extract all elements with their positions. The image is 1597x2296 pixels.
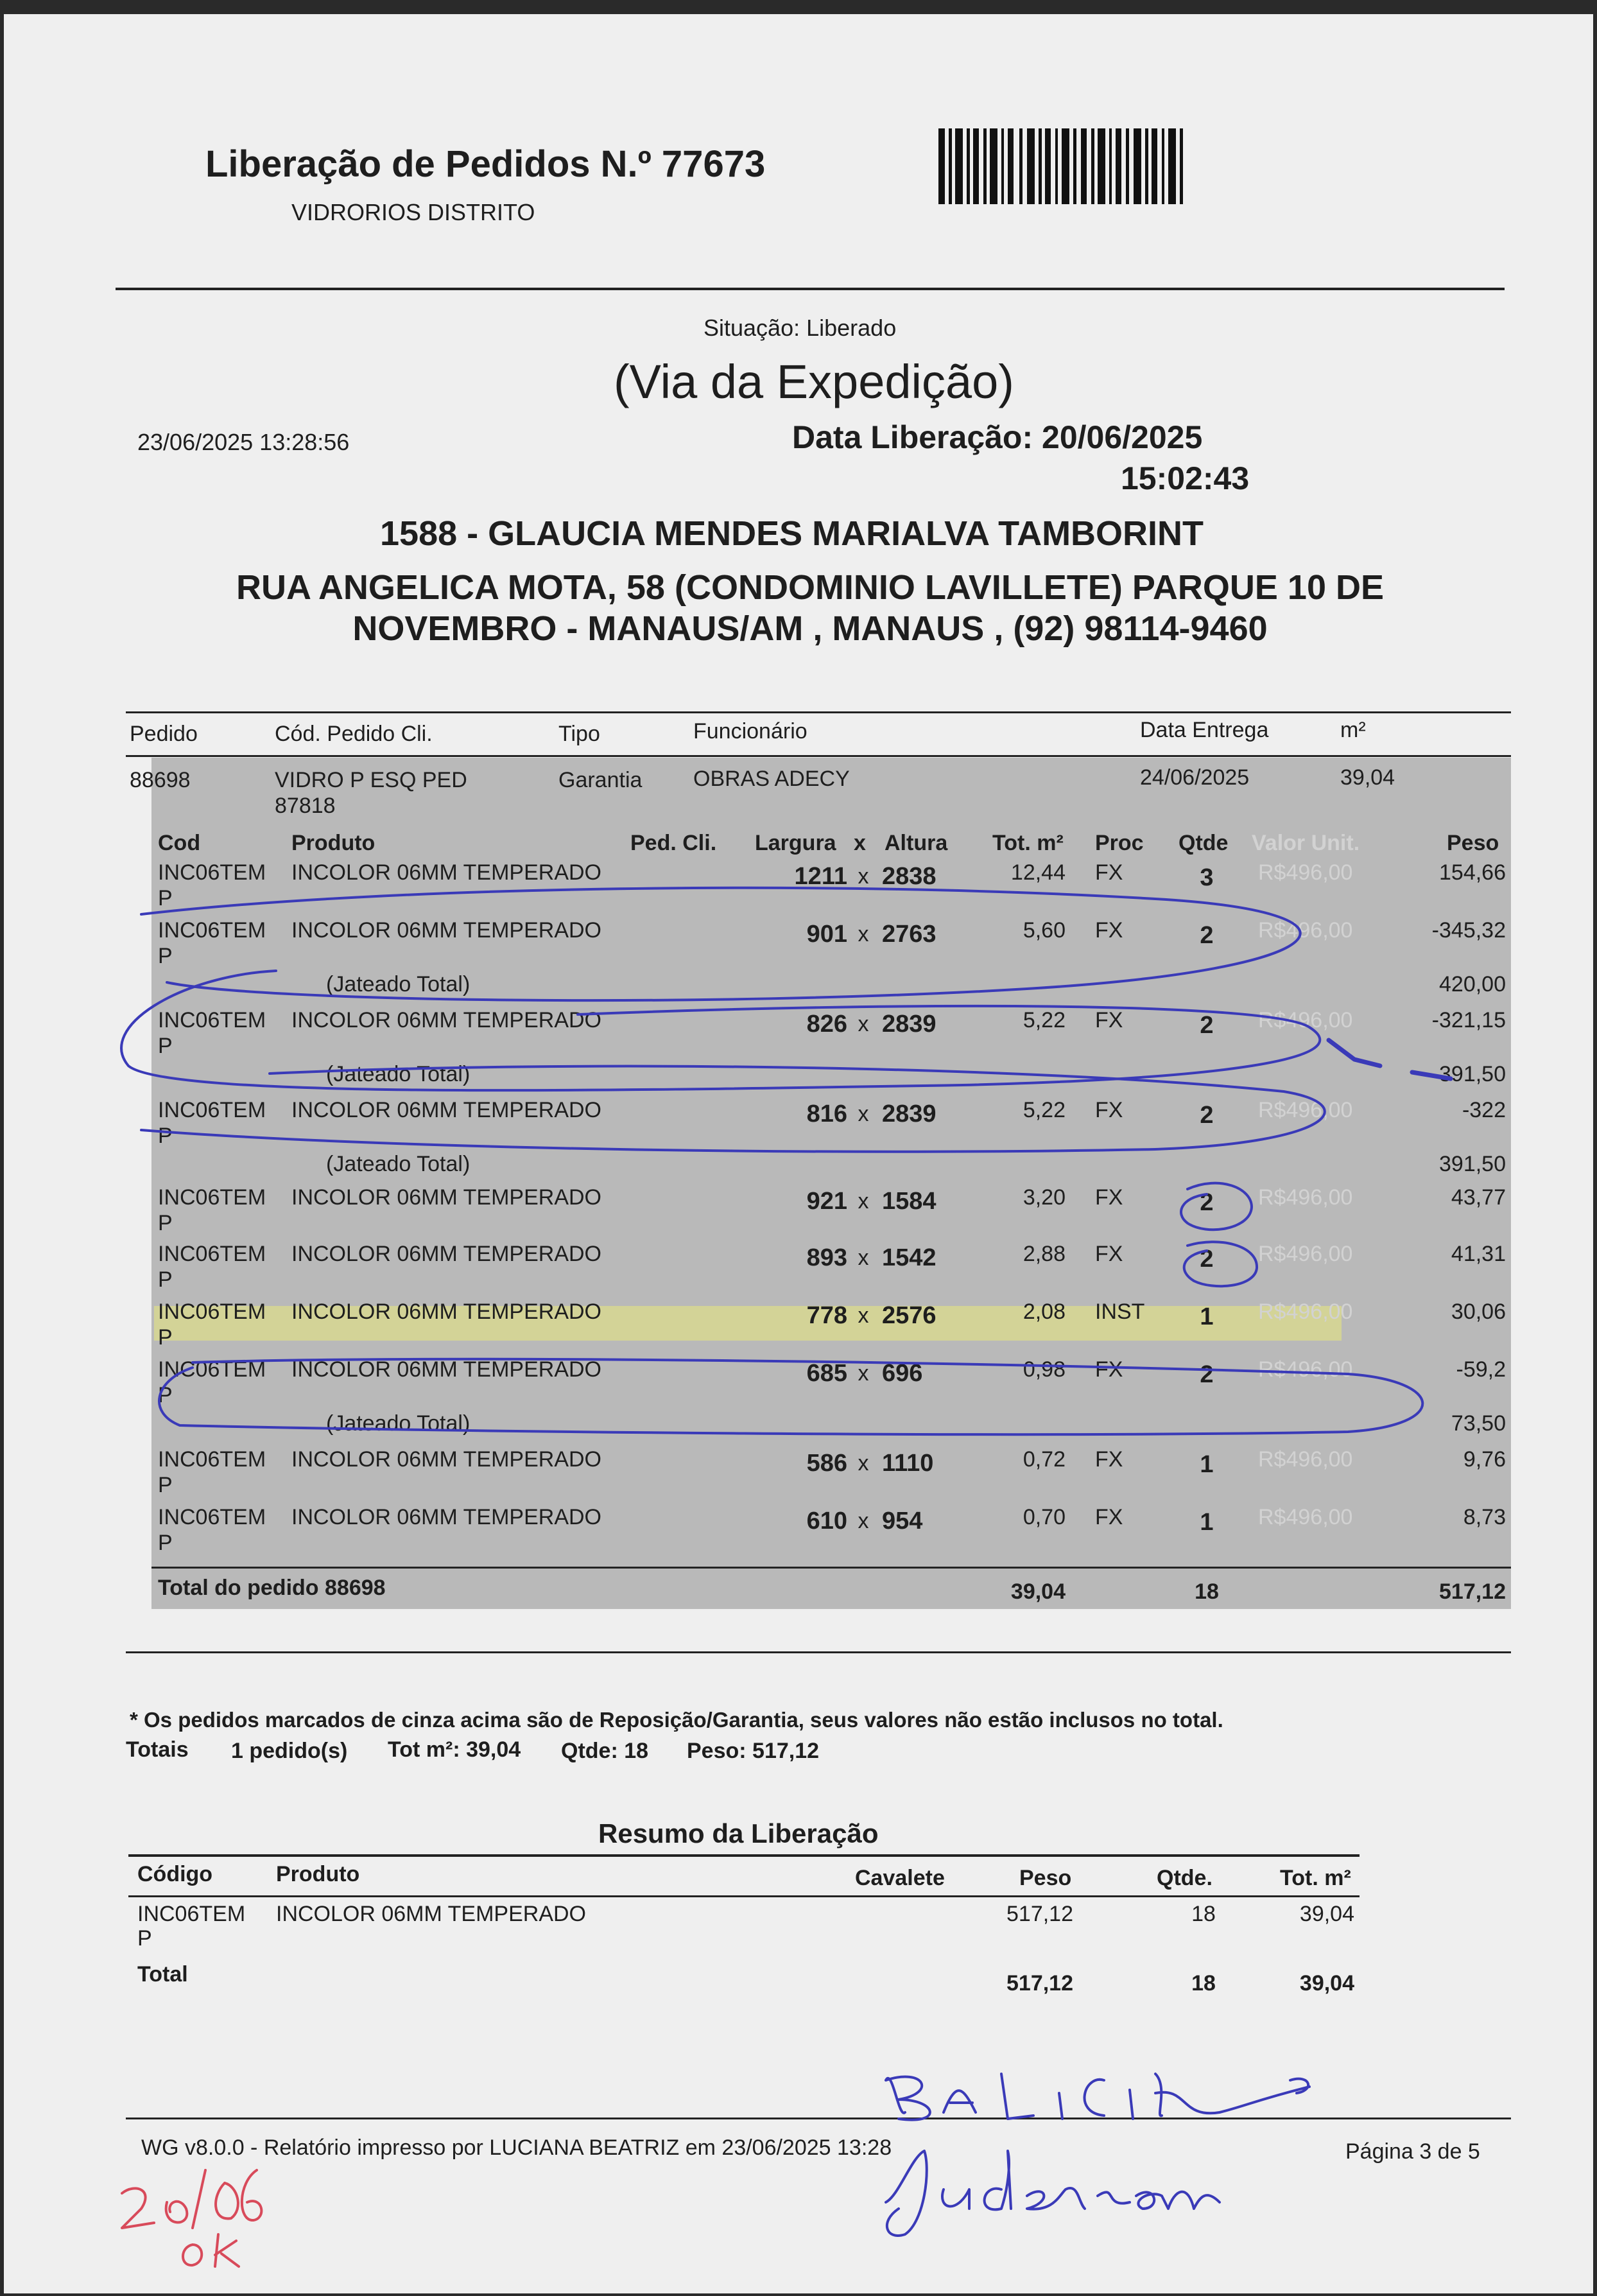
items-col-tot-m2: Tot. m² <box>992 831 1064 855</box>
order-cod-cli-1: VIDRO P ESQ PED <box>275 768 467 792</box>
item-cod2: P <box>158 886 173 910</box>
item-sub-label: (Jateado Total) <box>326 972 470 996</box>
item-largura: 816 <box>806 1100 847 1127</box>
item-sub-label: (Jateado Total) <box>326 1062 470 1086</box>
item-altura: 2576 <box>882 1302 937 1329</box>
items-col-produto: Produto <box>291 831 376 855</box>
item-valor: R$496,00 <box>1258 860 1353 885</box>
item-produto: INCOLOR 06MM TEMPERADO <box>291 1447 602 1472</box>
item-peso: 9,76 <box>1463 1447 1506 1472</box>
summary-col-tot-m2: Tot. m² <box>1280 1866 1351 1890</box>
item-proc: FX <box>1095 1505 1123 1529</box>
item-largura: 901 <box>806 921 847 948</box>
items-col-altura: Altura <box>885 831 948 855</box>
order-tipo: Garantia <box>558 768 643 792</box>
item-cod1: INC06TEM <box>158 1300 266 1324</box>
col-header-tipo: Tipo <box>558 722 600 746</box>
summary-col-cavalete: Cavalete <box>855 1866 945 1890</box>
item-valor: R$496,00 <box>1258 1447 1353 1472</box>
items-col-peso: Peso <box>1447 831 1499 855</box>
item-cod1: INC06TEM <box>158 1357 266 1382</box>
printed-by: WG v8.0.0 - Relatório impresso por LUCIANA BEATRIZ em 23/06/2025 13:28 <box>141 2135 892 2160</box>
items-col-ped-cli: Ped. Cli. <box>630 831 717 855</box>
item-produto: INCOLOR 06MM TEMPERADO <box>291 1185 602 1210</box>
item-qtde: 2 <box>1200 1361 1214 1388</box>
item-valor: R$496,00 <box>1258 1008 1353 1032</box>
item-largura: 893 <box>806 1244 847 1271</box>
item-valor: R$496,00 <box>1258 1300 1353 1324</box>
item-largura: 685 <box>806 1360 847 1387</box>
col-header-m2: m² <box>1340 718 1366 742</box>
item-sub-label: (Jateado Total) <box>326 1152 470 1176</box>
item-cod2: P <box>158 1124 173 1148</box>
totals-pedidos: 1 pedido(s) <box>231 1739 348 1763</box>
item-tot: 5,60 <box>1023 918 1066 943</box>
status-text: Situação: Liberado <box>704 315 897 341</box>
item-peso: 43,77 <box>1451 1185 1506 1210</box>
summary-col-codigo: Código <box>137 1862 213 1886</box>
summary-row-produto: INCOLOR 06MM TEMPERADO <box>276 1902 587 1926</box>
warranty-note: * Os pedidos marcados de cinza acima são de Reposição/Garantia, seus valores não estão inclusos no total. <box>130 1708 1223 1732</box>
item-proc: FX <box>1095 860 1123 885</box>
item-valor: R$496,00 <box>1258 1357 1353 1382</box>
item-cod1: INC06TEM <box>158 1505 266 1529</box>
summary-row-cod-2: P <box>137 1926 152 1951</box>
item-proc: FX <box>1095 918 1123 943</box>
items-total-rule <box>151 1567 1511 1569</box>
item-altura: 1584 <box>882 1188 937 1215</box>
item-cod2: P <box>158 1034 173 1058</box>
item-cod1: INC06TEM <box>158 918 266 943</box>
item-proc: INST <box>1095 1300 1145 1324</box>
item-tot: 2,88 <box>1023 1242 1066 1266</box>
item-largura: 778 <box>806 1302 847 1329</box>
item-peso: -321,15 <box>1431 1008 1506 1032</box>
item-produto: INCOLOR 06MM TEMPERADO <box>291 1300 602 1324</box>
item-x: x <box>858 1012 869 1036</box>
item-tot: 5,22 <box>1023 1098 1066 1122</box>
item-peso: 8,73 <box>1463 1505 1506 1529</box>
item-largura: 1211 <box>794 863 847 890</box>
items-total-qtde: 18 <box>1195 1579 1219 1604</box>
item-cod2: P <box>158 1211 173 1235</box>
item-cod1: INC06TEM <box>158 1242 266 1266</box>
item-sub-label: (Jateado Total) <box>326 1411 470 1436</box>
items-col-x: x <box>854 831 866 855</box>
item-tot: 0,72 <box>1023 1447 1066 1472</box>
order-m2: 39,04 <box>1340 765 1395 790</box>
order-table-rule-mid <box>126 755 1511 757</box>
col-header-funcionario: Funcionário <box>693 719 807 744</box>
item-valor: R$496,00 <box>1258 1098 1353 1122</box>
item-altura: 1110 <box>882 1450 934 1477</box>
item-proc: FX <box>1095 1242 1123 1266</box>
item-cod1: INC06TEM <box>158 1185 266 1210</box>
item-produto: INCOLOR 06MM TEMPERADO <box>291 1357 602 1382</box>
copy-label: (Via da Expedição) <box>614 355 1014 408</box>
item-largura: 586 <box>806 1450 847 1477</box>
col-header-data-entrega: Data Entrega <box>1140 718 1269 742</box>
item-cod1: INC06TEM <box>158 1447 266 1472</box>
item-sub-peso: 391,50 <box>1439 1062 1506 1086</box>
release-time: 15:02:43 <box>1121 460 1250 496</box>
item-x: x <box>858 1361 869 1386</box>
item-x: x <box>858 1189 869 1213</box>
item-qtde: 1 <box>1200 1303 1214 1330</box>
order-cod-cli-2: 87818 <box>275 794 336 818</box>
summary-rule-mid <box>128 1895 1360 1897</box>
item-tot: 3,20 <box>1023 1185 1066 1210</box>
item-peso: -322 <box>1462 1098 1506 1122</box>
item-altura: 2839 <box>882 1100 937 1127</box>
item-valor: R$496,00 <box>1258 1505 1353 1529</box>
order-data-entrega: 24/06/2025 <box>1140 765 1250 790</box>
items-col-largura: Largura <box>755 831 836 855</box>
item-largura: 610 <box>806 1508 847 1535</box>
item-sub-peso: 73,50 <box>1451 1411 1506 1436</box>
totals-label: Totais <box>126 1737 189 1762</box>
totals-m2: Tot m²: 39,04 <box>388 1737 521 1762</box>
item-valor: R$496,00 <box>1258 1242 1353 1266</box>
item-largura: 826 <box>806 1011 847 1038</box>
client-address-line2: NOVEMBRO - MANAUS/AM , MANAUS , (92) 98114-9460 <box>352 609 1268 648</box>
item-produto: INCOLOR 06MM TEMPERADO <box>291 1505 602 1529</box>
item-x: x <box>858 922 869 946</box>
item-produto: INCOLOR 06MM TEMPERADO <box>291 1008 602 1032</box>
item-cod2: P <box>158 1383 173 1407</box>
item-peso: 30,06 <box>1451 1300 1506 1324</box>
summary-total-tot-m2: 39,04 <box>1299 1971 1354 1996</box>
header-rule <box>116 288 1505 290</box>
totals-qtde: Qtde: 18 <box>561 1739 649 1763</box>
items-total-label: Total do pedido 88698 <box>158 1576 386 1600</box>
order-funcionario: OBRAS ADECY <box>693 767 850 791</box>
item-sub-peso: 391,50 <box>1439 1152 1506 1176</box>
items-total-peso: 517,12 <box>1439 1579 1506 1604</box>
summary-total-label: Total <box>137 1962 188 1987</box>
item-cod2: P <box>158 1325 173 1350</box>
item-peso: 41,31 <box>1451 1242 1506 1266</box>
item-cod2: P <box>158 1267 173 1292</box>
item-x: x <box>858 864 869 889</box>
col-header-cod-pedido-cli: Cód. Pedido Cli. <box>275 722 433 746</box>
items-col-qtde: Qtde <box>1178 831 1229 855</box>
item-proc: FX <box>1095 1008 1123 1032</box>
item-cod1: INC06TEM <box>158 1008 266 1032</box>
item-proc: FX <box>1095 1447 1123 1472</box>
item-tot: 0,98 <box>1023 1357 1066 1382</box>
item-sub-peso: 420,00 <box>1439 972 1506 996</box>
item-produto: INCOLOR 06MM TEMPERADO <box>291 860 602 885</box>
items-col-cod: Cod <box>158 831 201 855</box>
item-proc: FX <box>1095 1098 1123 1122</box>
barcode <box>938 128 1184 205</box>
order-pedido: 88698 <box>130 768 191 792</box>
item-cod2: P <box>158 1531 173 1555</box>
item-x: x <box>858 1102 869 1126</box>
summary-row-tot-m2: 39,04 <box>1299 1902 1354 1926</box>
item-produto: INCOLOR 06MM TEMPERADO <box>291 1242 602 1266</box>
item-tot: 12,44 <box>1010 860 1066 885</box>
item-altura: 696 <box>882 1360 923 1387</box>
summary-row-peso: 517,12 <box>1006 1902 1073 1926</box>
item-produto: INCOLOR 06MM TEMPERADO <box>291 918 602 943</box>
item-valor: R$496,00 <box>1258 918 1353 943</box>
item-qtde: 2 <box>1200 922 1214 949</box>
item-valor: R$496,00 <box>1258 1185 1353 1210</box>
item-cod2: P <box>158 944 173 968</box>
item-altura: 2838 <box>882 863 937 890</box>
item-proc: FX <box>1095 1357 1123 1382</box>
summary-total-qtde: 18 <box>1191 1971 1216 1996</box>
item-produto: INCOLOR 06MM TEMPERADO <box>291 1098 602 1122</box>
item-tot: 0,70 <box>1023 1505 1066 1529</box>
document-title: Liberação de Pedidos N.º 77673 <box>205 143 766 185</box>
item-qtde: 2 <box>1200 1189 1214 1216</box>
item-cod1: INC06TEM <box>158 860 266 885</box>
totals-peso: Peso: 517,12 <box>687 1739 820 1763</box>
item-peso: -59,2 <box>1456 1357 1506 1382</box>
item-peso: 154,66 <box>1439 860 1506 885</box>
item-qtde: 1 <box>1200 1451 1214 1478</box>
item-qtde: 1 <box>1200 1509 1214 1536</box>
footer-rule <box>126 2118 1511 2119</box>
items-col-proc: Proc <box>1095 831 1144 855</box>
item-x: x <box>858 1509 869 1533</box>
item-x: x <box>858 1246 869 1270</box>
section-rule <box>126 1651 1511 1653</box>
client-name: 1588 - GLAUCIA MENDES MARIALVA TAMBORINT <box>380 514 1204 553</box>
company-name: VIDRORIOS DISTRITO <box>291 199 535 225</box>
summary-row-qtde: 18 <box>1191 1902 1216 1926</box>
summary-title: Resumo da Liberação <box>598 1818 879 1848</box>
item-tot: 5,22 <box>1023 1008 1066 1032</box>
order-table-rule-top <box>126 711 1511 713</box>
item-qtde: 2 <box>1200 1012 1214 1039</box>
item-proc: FX <box>1095 1185 1123 1210</box>
item-qtde: 3 <box>1200 864 1214 891</box>
summary-row-cod-1: INC06TEM <box>137 1902 246 1926</box>
summary-col-qtde: Qtde. <box>1157 1866 1213 1890</box>
item-tot: 2,08 <box>1023 1300 1066 1324</box>
item-largura: 921 <box>806 1188 847 1215</box>
item-x: x <box>858 1303 869 1328</box>
item-altura: 2763 <box>882 921 937 948</box>
items-col-valor-unit: Valor Unit. <box>1252 831 1360 855</box>
item-qtde: 2 <box>1200 1102 1214 1129</box>
printed-datetime: 23/06/2025 13:28:56 <box>137 429 350 455</box>
client-address-line1: RUA ANGELICA MOTA, 58 (CONDOMINIO LAVILLETE) PARQUE 10 DE <box>236 568 1385 607</box>
summary-total-peso: 517,12 <box>1006 1971 1073 1996</box>
item-altura: 954 <box>882 1508 923 1535</box>
item-qtde: 2 <box>1200 1246 1214 1273</box>
summary-col-peso: Peso <box>1019 1866 1072 1890</box>
items-total-m2: 39,04 <box>1010 1579 1066 1604</box>
summary-col-produto: Produto <box>276 1862 360 1886</box>
summary-rule-top <box>128 1854 1360 1857</box>
item-x: x <box>858 1451 869 1475</box>
page-number: Página 3 de 5 <box>1345 2139 1480 2164</box>
item-peso: -345,32 <box>1431 918 1506 943</box>
col-header-pedido: Pedido <box>130 722 198 746</box>
item-cod1: INC06TEM <box>158 1098 266 1122</box>
item-cod2: P <box>158 1473 173 1497</box>
item-altura: 1542 <box>882 1244 937 1271</box>
release-date: Data Liberação: 20/06/2025 <box>792 419 1203 455</box>
item-altura: 2839 <box>882 1011 937 1038</box>
